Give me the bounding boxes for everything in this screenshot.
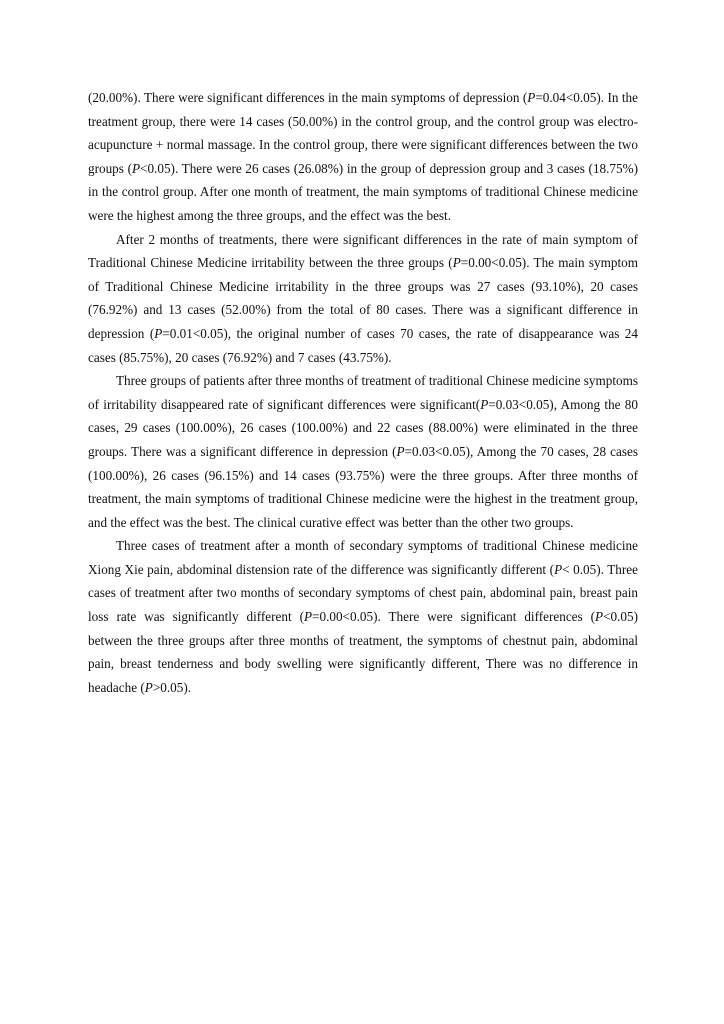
text-segment: < 0.05). Three cases of treatment after two months of secondary symptoms of chest pain, abdominal pain, breast pain loss rate was significantly different (	[88, 561, 638, 625]
p-value-symbol: P	[595, 609, 604, 625]
body-paragraph	[88, 369, 638, 534]
p-value-symbol: P	[154, 325, 163, 341]
p-value-symbol: P	[452, 255, 461, 271]
p-value-symbol: P	[554, 561, 563, 577]
body-paragraph	[88, 86, 638, 228]
text-segment: >0.05).	[152, 679, 192, 695]
text-segment: <0.05) between the three groups after three months of treatment, the symptoms of chestnut pain, abdominal pain, breast tenderness and body swelling were significantly different, There was no difference in headache (	[88, 609, 638, 695]
text-segment: (20.00%). There were significant differences in the main symptoms of depression (	[88, 90, 528, 105]
p-value-symbol: P	[527, 90, 536, 105]
p-value-symbol: P	[144, 679, 153, 695]
text-segment: <0.05). There were 26 cases (26.08%) in the group of depression group and 3 cases (18.75%) in the control group. After one month of treatment, the main symptoms of traditional Chinese medicine were the highest among the three groups, and the effect was the best.	[88, 160, 638, 223]
text-segment: =0.00<0.05). There were significant differences (	[312, 609, 595, 625]
text-segment: Three groups of patients after three months of treatment of traditional Chinese medicine symptoms of irritability disappeared rate of significant differences were significant(	[88, 373, 638, 412]
text-segment: =0.03<0.05), Among the 70 cases, 28 cases (100.00%), 26 cases (96.15%) and 14 cases (93.75%) were the three groups. After three months of treatment, the main symptoms of traditional Chinese medicine were the highest in the treatment group, and the effect was the best. The clinical curative effect was better than the other two groups.	[88, 443, 639, 530]
text-segment: =0.00<0.05). The main symptom of Traditional Chinese Medicine irritability in the three groups was 27 cases (93.10%), 20 cases (76.92%) and 13 cases (52.00%) from the total of 80 cases. There was a significant difference in depression (	[88, 255, 639, 341]
p-value-symbol: P	[131, 160, 141, 176]
text-segment: Three cases of treatment after a month of secondary symptoms of traditional Chinese medicine Xiong Xie pain, abdominal distension rate of the difference was significantly different (	[88, 538, 638, 577]
text-segment: After 2 months of treatments, there were significant differences in the rate of main symptom of Traditional Chinese Medicine irritability between the three groups (	[88, 231, 638, 271]
p-value-symbol: P	[480, 396, 489, 412]
p-value-symbol: P	[303, 609, 313, 625]
text-segment: =0.04<0.05). In the treatment group, there were 14 cases (50.00%) in the control group, and the control group was electro-acupuncture + normal massage. In the control group, there were significant differences between the two groups (	[88, 90, 638, 176]
text-segment: =0.01<0.05), the original number of cases 70 cases, the rate of disappearance was 24 cases (85.75%), 20 cases (76.92%) and 7 cases (43.75%).	[88, 325, 638, 365]
body-paragraph	[88, 228, 638, 370]
document-page	[88, 86, 638, 699]
p-value-symbol: P	[396, 443, 405, 459]
text-segment: =0.03<0.05), Among the 80 cases, 29 cases (100.00%), 26 cases (100.00%) and 22 cases (88.00%) were eliminated in the three groups. There was a significant difference in depression (	[88, 396, 638, 459]
body-paragraph	[88, 534, 638, 699]
